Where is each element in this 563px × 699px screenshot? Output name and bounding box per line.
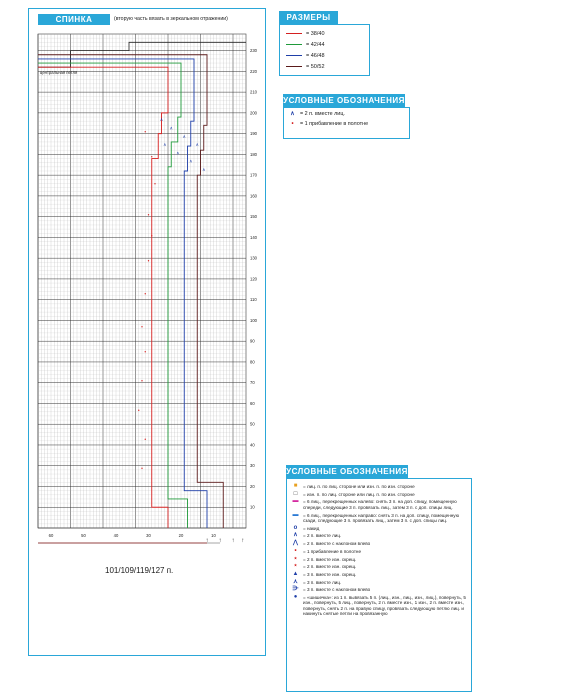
size-label: = 50/52 (306, 63, 325, 70)
decrease-mark-icon: ∧ (182, 133, 186, 139)
row-tick-label: 170 (250, 172, 257, 178)
decrease-mark-icon: ∧ (202, 166, 206, 172)
decrease-mark-icon: ∧ (176, 150, 180, 156)
legend-symbol-icon: ∧ (290, 111, 295, 117)
increase-mark-icon: • (144, 129, 147, 136)
increase-mark-icon: • (141, 465, 143, 472)
decrease-mark-icon: ∧ (163, 142, 167, 148)
size-row (286, 39, 369, 50)
chart-subtitle: (вторую часть вязать в зеркальном отражении) (114, 16, 228, 22)
increase-mark-icon: • (154, 181, 156, 188)
legend-symbol-icon: • (294, 547, 297, 554)
legend-text: = 2 п. вместе изн. скрещ. (303, 564, 357, 570)
row-tick-label: 10 (250, 504, 255, 510)
increase-mark-icon: • (141, 378, 143, 385)
legend-symbol-icon: ⋀ (293, 540, 298, 547)
legend-row (291, 499, 467, 510)
center-stitch-label: центральная петля (40, 70, 78, 75)
legend-row (291, 513, 467, 524)
size-arrow-icon: ↑ (241, 538, 245, 544)
row-tick-label: 120 (250, 276, 257, 282)
legend-symbol-icon: o (293, 524, 298, 531)
legend1-box (283, 107, 410, 139)
increase-mark-icon: • (144, 436, 147, 443)
legend-row (291, 564, 467, 570)
legend-symbol-icon: ● (293, 593, 298, 600)
legend-row (291, 541, 467, 547)
row-tick-label: 190 (250, 131, 257, 137)
legend-row (291, 484, 467, 490)
col-tick-label: 30 (146, 533, 151, 538)
legend-row (288, 122, 409, 128)
decrease-mark-icon: ∧ (195, 142, 199, 148)
knitting-chart (30, 28, 266, 558)
legend-text: = 2 п. вместе с наклоном влево (303, 541, 371, 547)
increase-mark-icon: • (150, 154, 153, 161)
legend-symbol-icon: ⋆ (293, 555, 298, 562)
increase-mark-icon: • (144, 291, 147, 298)
size-row (286, 61, 369, 72)
legend-row (288, 112, 409, 118)
legend-symbol-icon: ⋺ (292, 586, 299, 593)
increase-mark-icon: • (147, 212, 150, 219)
legend-text: = 3 п. вместе изн. скрещ. (303, 571, 357, 577)
size-label: = 42/44 (306, 41, 325, 48)
row-tick-label: 220 (250, 68, 257, 74)
increase-mark-icon: • (147, 258, 150, 265)
row-tick-label: 200 (250, 110, 257, 116)
row-tick-label: 150 (250, 214, 257, 220)
legend-text: = 3 п. вместе лиц. (303, 579, 342, 585)
row-tick-label: 80 (250, 359, 255, 365)
legend-text: = 6 лиц., перекрещенных налево: снять 3 п. на доп. спицу, помещенную спереди, следующие 3 п. провязать лиц., затем 3 п. с доп. спицы лиц. (303, 499, 457, 510)
increase-mark-icon: • (141, 324, 143, 331)
decrease-mark-icon: ∧ (169, 125, 173, 131)
row-tick-label: 40 (250, 442, 255, 448)
legend-symbol-icon: ▬ (292, 511, 299, 518)
row-tick-label: 20 (250, 483, 255, 489)
size-label: = 46/48 (306, 52, 325, 59)
legend2-title: УСЛОВНЫЕ ОБОЗНАЧЕНИЯ (286, 467, 408, 476)
row-tick-label: 100 (250, 317, 257, 323)
row-tick-label: 30 (250, 463, 255, 469)
col-tick-label: 40 (113, 533, 119, 538)
row-tick-label: 50 (250, 421, 255, 427)
legend-text: = 1 прибавление в полотне (300, 120, 369, 127)
sizes-box (279, 24, 370, 76)
size-swatch (286, 44, 302, 46)
chart-bottom-label: 101/109/119/127 п. (105, 566, 174, 575)
legend-row (291, 580, 467, 586)
legend-text: = 3 п. вместе с наклоном влево (303, 587, 371, 593)
size-swatch (286, 66, 302, 68)
col-tick-label: 10 (211, 533, 216, 538)
legend-row (291, 549, 467, 555)
size-swatch (286, 55, 302, 57)
row-tick-label: 160 (250, 193, 257, 199)
decrease-mark-icon: ∧ (159, 117, 164, 123)
legend-row (291, 595, 467, 617)
legend-text: = «шишечка»: из 1 п. вывязать 5 п. (лиц., изн., лиц., изн., лиц.), повернуть, 5 изн., повернуть, 5 лиц., повернуть, 2 п. вместе изн., 1 изн., 2 п. вместе изн., повернуть, снять 2 п. на правую спицу, провязать следующую петлю лиц. и накинуть снятые петли на провязанную (303, 594, 466, 617)
row-tick-label: 180 (250, 151, 257, 157)
legend-text: = лиц. п. по лиц. стороне или изн. п. по изн. стороне (303, 484, 415, 489)
legend-text: = изн. п. по лиц. стороне или лиц. п. по изн. стороне (303, 491, 415, 497)
size-label: = 38/40 (306, 30, 325, 37)
legend-symbol-icon: ■ (293, 483, 298, 489)
legend-text: = 2 п. вместе изн. скрещ. (303, 556, 357, 562)
increase-mark-icon: • (137, 407, 140, 414)
row-tick-label: 90 (250, 338, 255, 344)
row-tick-label: 140 (250, 234, 257, 240)
legend-text: = накид (303, 525, 320, 531)
legend-symbol-icon: □ (293, 490, 298, 497)
legend-row (291, 526, 467, 532)
sizes-title: РАЗМЕРЫ (279, 11, 338, 24)
col-tick-label: 60 (48, 533, 54, 538)
legend-row (291, 533, 467, 539)
size-arrow-icon: ↑ (218, 538, 222, 544)
legend-row (291, 587, 467, 593)
legend-symbol-icon: ⋆ (293, 563, 298, 570)
col-tick-label: 50 (81, 533, 86, 538)
chart-title: СПИНКА (38, 14, 110, 25)
row-tick-label: 110 (250, 297, 257, 303)
legend-text: = 2 п. вместе лиц. (303, 533, 342, 539)
row-tick-label: 70 (250, 380, 255, 386)
size-row (286, 50, 369, 61)
row-tick-label: 60 (250, 400, 255, 406)
legend-row (291, 492, 467, 498)
legend-text: = 6 лиц., перекрещенных направо: снять 3 п. на доп. спицу, помещенную сзади, следующие 3 п. провязать лиц., затем 3 п. с доп. спицы лиц. (303, 512, 460, 524)
size-arrow-icon: ↑ (231, 538, 235, 544)
row-tick-label: 130 (250, 255, 257, 261)
increase-mark-icon: • (150, 233, 153, 240)
legend-symbol-icon: ▬ (292, 498, 299, 505)
row-tick-label: 230 (250, 48, 257, 54)
legend-symbol-icon: ∧ (293, 532, 298, 539)
legend-row (291, 572, 467, 578)
legend1-title: УСЛОВНЫЕ ОБОЗНАЧЕНИЯ (283, 96, 405, 105)
decrease-mark-icon: ∧ (189, 158, 193, 164)
legend-text: = 2 п. вместе лиц. (300, 111, 345, 117)
col-tick-label: 20 (178, 533, 184, 538)
size-arrow-icon: ↑ (205, 538, 209, 544)
legend-row (291, 557, 467, 563)
legend2-box (286, 478, 472, 692)
increase-mark-icon: • (144, 349, 147, 356)
row-tick-label: 210 (250, 89, 257, 95)
size-row (286, 28, 369, 39)
legend-symbol-icon: • (291, 120, 294, 127)
legend-text: = 1 прибавление в полотне (303, 548, 362, 554)
legend-symbol-icon: ▲ (292, 570, 299, 577)
size-swatch (286, 33, 302, 35)
legend-symbol-icon: ⋏ (293, 578, 298, 585)
